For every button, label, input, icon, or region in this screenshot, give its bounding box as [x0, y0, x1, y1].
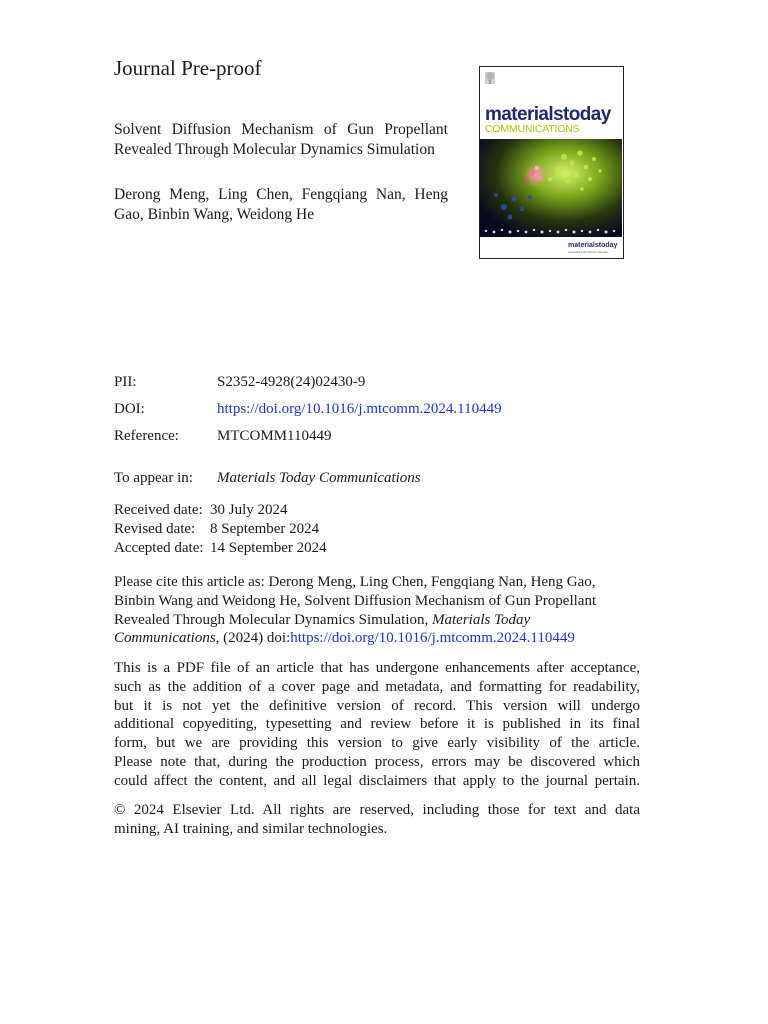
notice-line: such as the addition of a cover page and metadata, and formatting for readability,	[114, 678, 640, 695]
citation-line: Communications, (2024) doi:https://doi.org/10.1016/j.mtcomm.2024.110449	[114, 630, 575, 647]
citation-line: Please cite this article as: Derong Meng, Ling Chen, Fengqiang Nan, Heng Gao,	[114, 574, 596, 590]
citation-paragraph	[114, 573, 640, 648]
pdf-notice-paragraph	[114, 659, 640, 791]
received-date-label: Received date:	[114, 502, 203, 518]
received-date-value: 30 July 2024	[210, 502, 288, 518]
citation-journal-name: Materials Today	[432, 611, 531, 628]
revised-date-label: Revised date:	[114, 521, 196, 537]
copyright-line: © 2024 Elsevier Ltd. All rights are reserved, including those for text and data	[114, 802, 640, 818]
cover-brand-title: materialstoday	[485, 104, 611, 125]
citation-line: Revealed Through Molecular Dynamics Simulation, Materials Today	[114, 611, 531, 628]
notice-line: form, but we are providing this version to give early visibility of the article.	[114, 735, 640, 752]
citation-doi-link[interactable]: https://doi.org/10.1016/j.mtcomm.2024.110449	[290, 630, 575, 647]
appear-in-label: To appear in:	[114, 470, 193, 486]
elsevier-logo-icon	[485, 72, 495, 84]
notice-line: This is a PDF file of an article that has undergone enhancements after acceptance,	[114, 660, 640, 676]
revised-date-value: 8 September 2024	[210, 521, 320, 537]
notice-line: Please note that, during the production process, errors may be discovered which	[114, 753, 640, 770]
notice-line: additional copyediting, typesetting and review before it is published in its final	[114, 716, 640, 733]
doi-label: DOI:	[114, 401, 145, 417]
cover-brand-subtitle: COMMUNICATIONS	[485, 123, 580, 135]
pii-label: PII:	[114, 374, 137, 390]
notice-line: could affect the content, and all legal disclaimers that apply to the journal pertain.	[114, 772, 640, 789]
journal-cover-art	[480, 67, 622, 257]
reference-label: Reference:	[114, 428, 179, 444]
cover-footer-brand: materialstoday	[568, 242, 618, 249]
citation-line: Binbin Wang and Weidong He, Solvent Diffusion Mechanism of Gun Propellant	[114, 592, 597, 609]
article-title: Solvent Diffusion Mechanism of Gun Propellant Revealed Through Molecular Dynamics Simulation	[114, 121, 448, 158]
pii-value: S2352-4928(24)02430-9	[217, 374, 366, 390]
article-authors: Derong Meng, Ling Chen, Fengqiang Nan, Heng Gao, Binbin Wang, Weidong He	[114, 186, 448, 223]
copyright-paragraph	[114, 801, 640, 839]
cover-footer-tagline: Accelerating the world of materials	[568, 251, 608, 254]
accepted-date-label: Accepted date:	[114, 540, 204, 556]
journal-cover-image	[479, 66, 624, 259]
notice-line: but it is not yet the definitive version of record. This version will undergo	[114, 697, 640, 714]
journal-pre-proof-label: Journal Pre-proof	[114, 56, 262, 80]
copyright-line: mining, AI training, and similar technologies.	[114, 820, 388, 837]
citation-journal-name-cont: Communications,	[114, 630, 220, 647]
accepted-date-value: 14 September 2024	[210, 540, 327, 556]
reference-value: MTCOMM110449	[217, 428, 332, 444]
doi-link[interactable]: https://doi.org/10.1016/j.mtcomm.2024.110449	[217, 401, 502, 417]
appear-in-journal: Materials Today Communications	[217, 470, 421, 486]
